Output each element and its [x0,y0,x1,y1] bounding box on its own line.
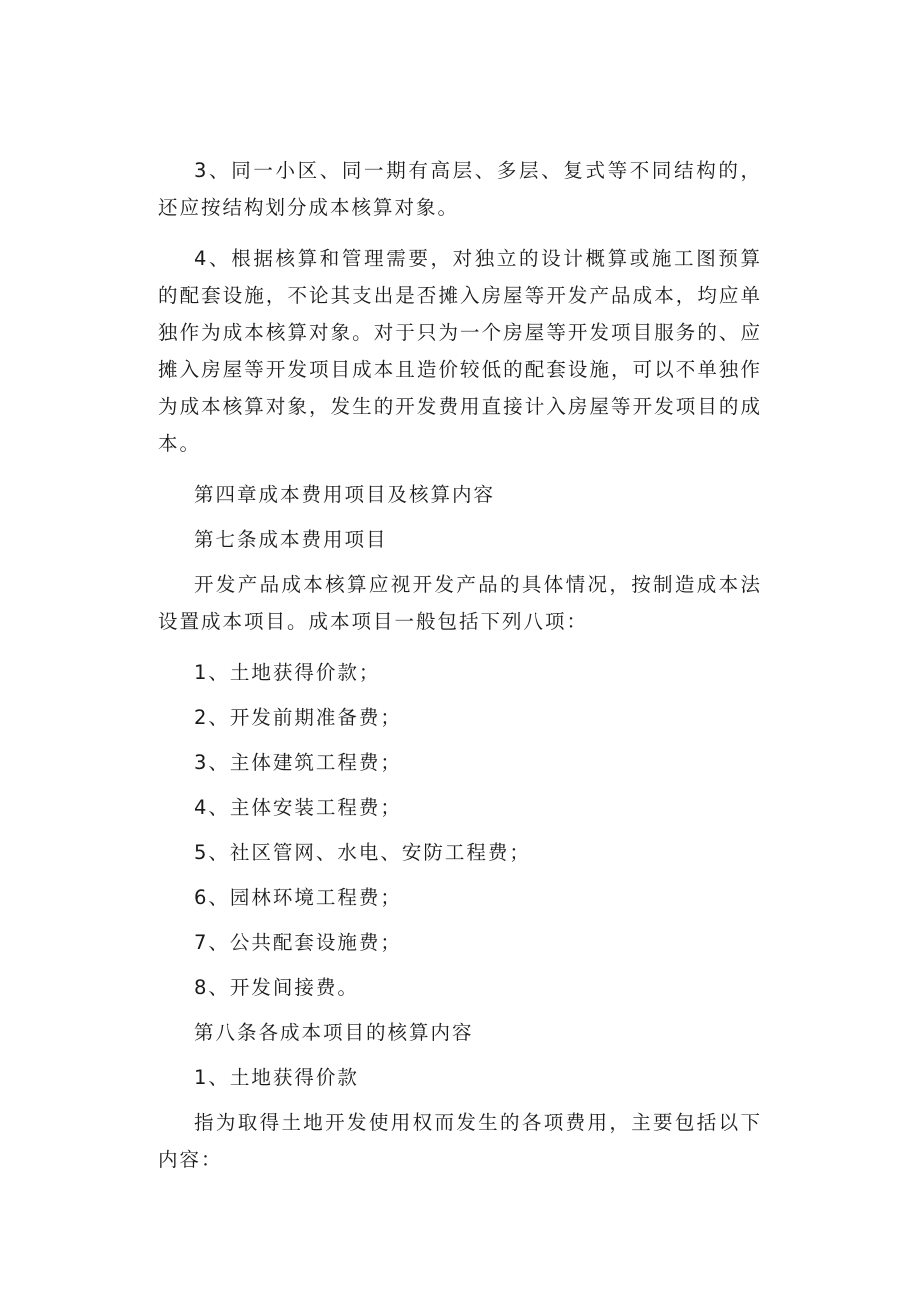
article-eight-heading: 第八条各成本项目的核算内容 [194,1021,474,1044]
paragraph-cost-items-intro: 开发产品成本核算应视开发产品的具体情况，按制造成本法设置成本项目。成本项目一般包括下列八项： [158,573,762,633]
list-item: 1、土地获得价款； [194,661,381,684]
list-item: 5、社区管网、水电、安防工程费； [194,841,531,864]
paragraph-land-price-content: 指为取得土地开发使用权而发生的各项费用，主要包括以下内容： [158,1111,762,1171]
document-body [158,152,762,1192]
list-item: 4、主体安装工程费； [194,796,402,819]
list-item: 2、开发前期准备费； [194,706,402,729]
chapter-heading: 第四章成本费用项目及核算内容 [194,483,496,506]
list-item: 7、公共配套设施费； [194,931,402,954]
land-price-heading: 1、土地获得价款 [194,1066,359,1089]
list-item: 3、主体建筑工程费； [194,751,402,774]
paragraph-supporting-facilities: 4、根据核算和管理需要，对独立的设计概算或施工图预算的配套设施，不论其支出是否摊入房屋等开发产品成本，均应单独作为成本核算对象。对于只为一个房屋等开发项目服务的、应摊入房屋等开发项目成本且造价较低的配套设施，可以不单独作为成本核算对象，发生的开发费用直接计入房屋等开发项目的成本。 [158,247,762,455]
paragraph-structure-division: 3、同一小区、同一期有高层、多层、复式等不同结构的，还应按结构划分成本核算对象。 [158,159,762,219]
article-seven-heading: 第七条成本费用项目 [194,528,388,551]
list-item: 8、开发间接费。 [194,976,359,999]
list-item: 6、园林环境工程费； [194,886,402,909]
